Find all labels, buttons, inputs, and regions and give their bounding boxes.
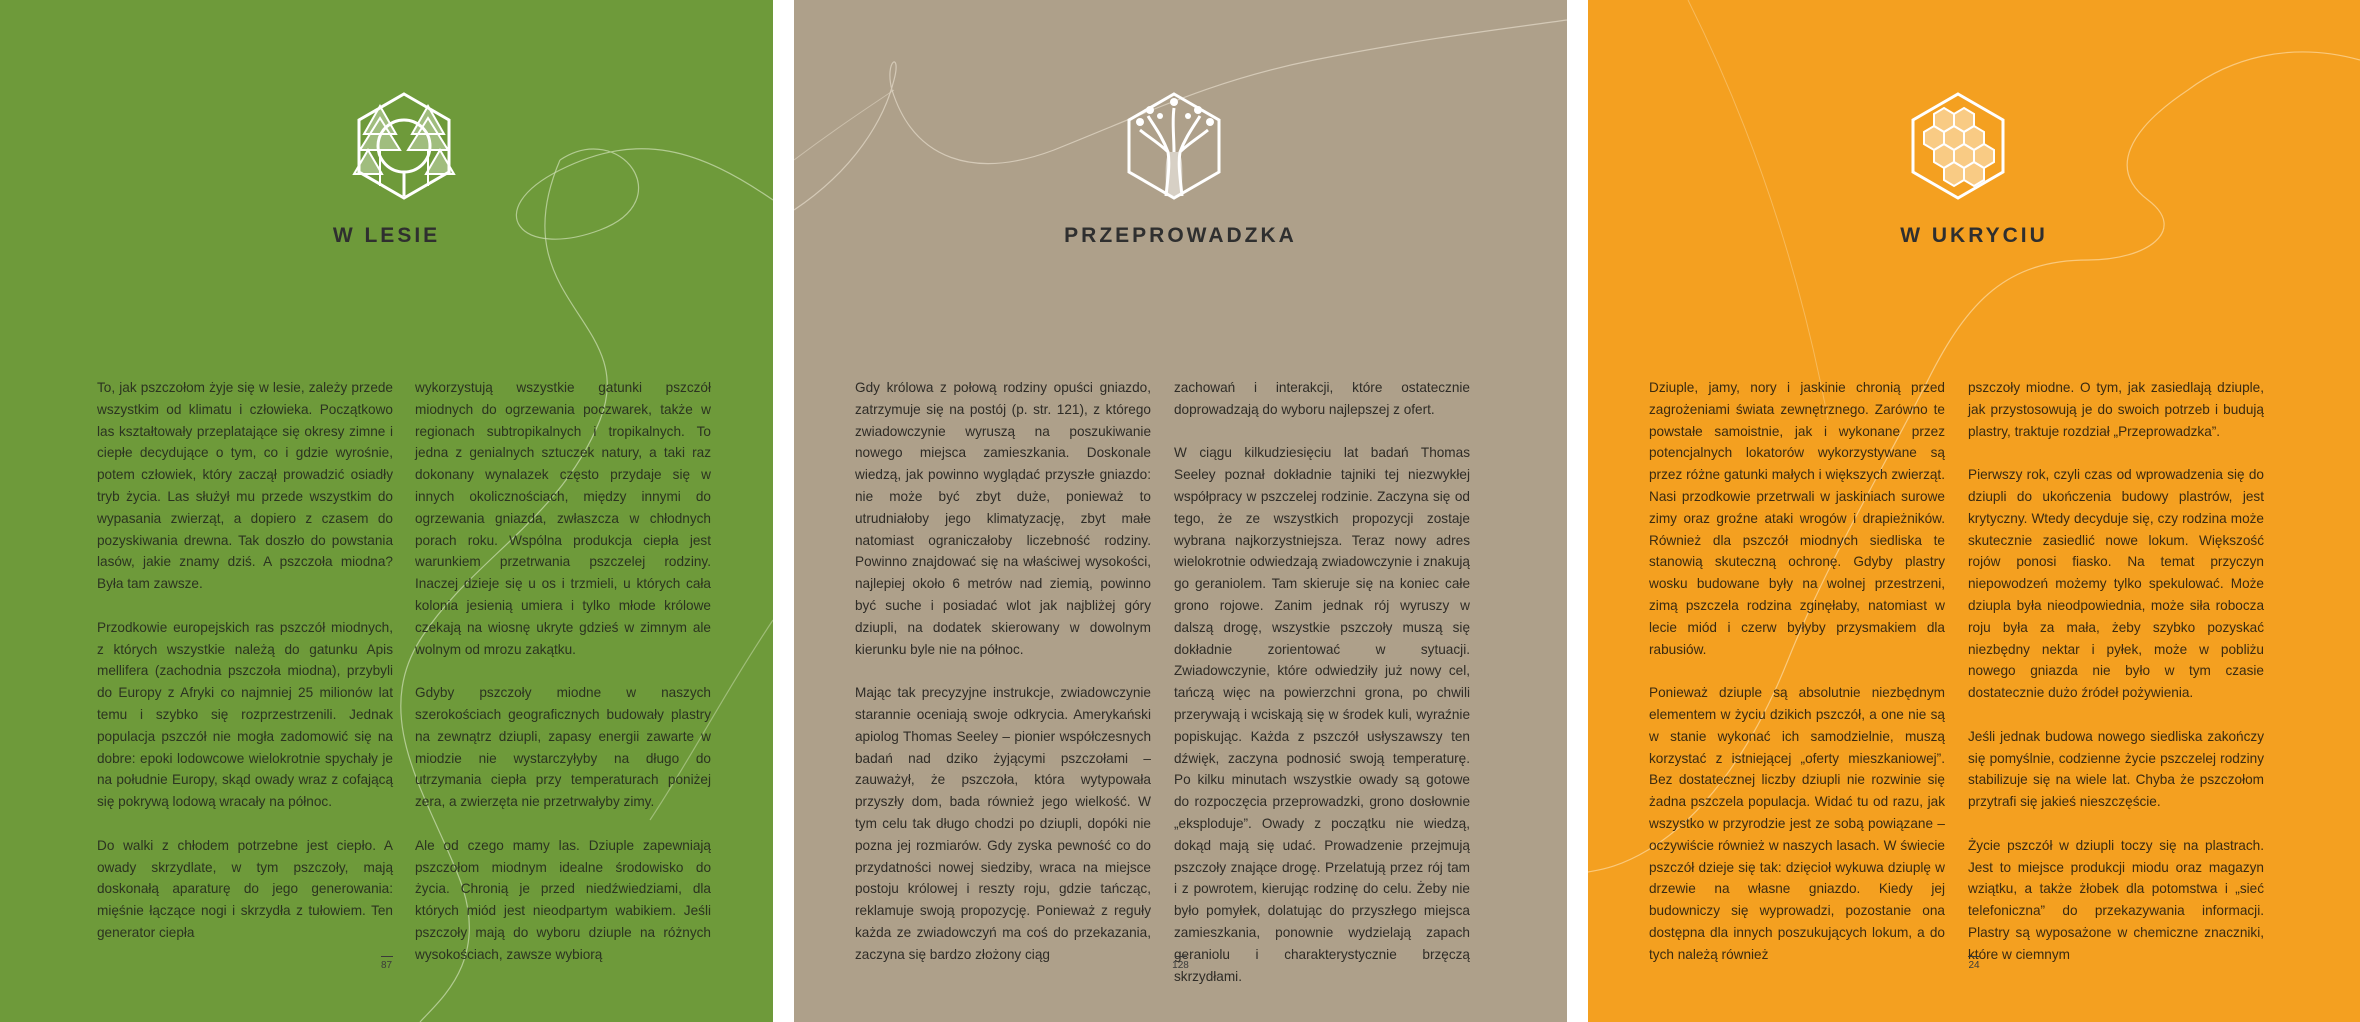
paragraph: zachowań i interakcji, które ostatecznie doprowadzają do wyboru najlepszej z ofert.: [1174, 380, 1470, 417]
paragraph: wykorzystują wszystkie gatunki pszczół miodnych do ogrzewania poczwarek, także w regionach subtropikalnych i tropikalnych. To jedna z genialnych sztuczek natury, a taki raz dokonany wynalazek często przydaje się w innych okolicznościach, między innymi do ogrzewania gniazda, zwłaszcza w chłodnych porach roku. Wspólna produkcja ciepła jest warunkiem przetrwania pszczelej rodziny. Inaczej dzieje się u os i trzmieli, u których cała kolonia jesienią umiera i tylko młode królowe czekają na wiosnę ukryte gdzieś w zimnym ale wolnym od mrozu zakątku.: [415, 380, 711, 657]
paragraph: W ciągu kilkudziesięciu lat badań Thomas Seeley poznał dokładnie tajniki tej niezwykłej współpracy w pszczelej rodzinie. Zaczyna się od tego, że ze wszystkich propozycji zostaje wybrana najkorzystniejsza. Teraz nowy adres wielokrotnie odwiedzają zwiadowczynie i znakują go geraniolem. Tam skieruje się na koniec całe grono rojowe. Zanim jednak rój wyruszy w dalszą drogę, wszystkie pszczoły muszą się dokładnie zorientować w sytuacji. Zwiadowczynie, które odwiedziły już nowy cel, tańczą więc na powierzchni grona, po chwili przerywają i wciskają się w środek kuli, wyraźnie popiskując. Każda z pszczół usłyszawszy ten dźwięk, zaczyna podnosić swoją temperaturę. Po kilku minutach wszystkie owady są gotowe do rozpoczęcia przeprowadzki, grono dosłownie „eksploduje”. Owady z początku nie wiedzą, dokąd mają się udać. Prowadzenie przejmują pszczoły znające drogę. Przelatują przez rój tam i z powrotem, kierując rodzinę do celu. Żeby nie było pomyłek, dolatując do przyszłego miejsca zamieszkania, ponownie wydzielają zapach geraniolu i charakterystycznie brzęczą skrzydłami.: [1174, 445, 1470, 984]
page-number: 128: [794, 956, 1567, 971]
paragraph: Pierwszy rok, czyli czas od wprowadzenia się do dziupli do ukończenia budowy plastrów, jest krytyczny. Wtedy decyduje się, czy rodzina może skutecznie zasiedlić nowe lokum. Większość rojów ponosi fiasko. Na temat przyczyn niepowodzeń możemy tylko spekulować. Może dziupla była nieodpowiednia, może siła robocza roju była za mała, żeby szybko pozyskać niezbędny nektar i pyłek, może w pobliżu nowego gniazda nie było w tym czasie dostatecznie dużo źródeł pożywienia.: [1968, 467, 2264, 701]
text-column-left: [1649, 377, 1945, 987]
paragraph: Gdyby pszczoły miodne w naszych szerokościach geograficznych budowały plastry na zewnątrz dziupli, zapasy energii zawarte w miodzie nie wystarczyłyby na długo do utrzymania ciepła przy temperaturach poniżej zera, a zwierzęta nie przetrwałyby zimy.: [415, 685, 711, 810]
page-title: W LESIE: [332, 224, 441, 247]
tree-hexagon-icon: [1114, 86, 1234, 206]
paragraph: Życie pszczół w dziupli toczy się na plastrach. Jest to miejsce produkcji miodu oraz magazyn wziątku, a także żłobek dla potomstwa i „sieć telefoniczna” do przekazywania informacji. Plastry są wyposażone w chemiczne znaczniki, które w ciemnym: [1968, 837, 2264, 962]
paragraph: Do walki z chłodem potrzebne jest ciepło. A owady skrzydlate, w tym pszczoły, mają doskonałą aparaturę do jego generowania: mięśnie łączące nogi i skrzydła z tułowiem. Ten generator ciepła: [97, 837, 393, 940]
paragraph: Ale od czego mamy las. Dziuple zapewniają pszczołom miodnym idealne środowisko do życia. Chronią je przed niedźwiedziami, dla których miód jest nieodpartym wabikiem. Jeśli pszczoły mają do wyboru dziuple na różnych wysokościach, zawsze wybiorą: [415, 837, 711, 962]
page-forest: [0, 0, 773, 1022]
page-title: PRZEPROWADZKA: [1064, 224, 1297, 247]
paragraph: Mając tak precyzyjne instrukcje, zwiadowczynie starannie oceniają swoje odkrycia. Amerykański apiolog Thomas Seeley – pionier współczesnych badań nad dziko żyjącymi pszczołami – zauważył, że pszczoła, która wytypowała przyszły dom, bada również jego wielkość. W tym celu tak długo chodzi po dziupli, dopóki nie pozna jej rozmiarów. Gdy zyska pewność co do przydatności nowej siedziby, wraca na miejsce postoju królowej i reszty roju, gdzie tańcząc, reklamuje swoją propozycję. Ponieważ z reguły każda ze zwiadowczyń ma coś do przekazania, zaczyna się bardzo złożony ciąg: [855, 685, 1151, 962]
paragraph: Gdy królowa z połową rodziny opuści gniazdo, zatrzymuje się na postój (p. str. 121), z którego zwiadowczynie wyruszą na poszukiwanie nowego miejsca zamieszkania. Doskonale wiedzą, jak powinno wyglądać przyszłe gniazdo: nie może być zbyt duże, ponieważ to utrudniałoby jego klimatyzację, zbyt małe natomiast ograniczałoby liczebność rodziny. Powinno znajdować się na właściwej wysokości, najlepiej około 6 metrów nad ziemią, powinno być suche i posiadać wlot jak najbliżej góry dziupli, na dodatek skierowany w dowolnym kierunku byle nie na północ.: [855, 380, 1151, 657]
text-column-right: [1174, 377, 1470, 1009]
text-column-right: [1968, 377, 2264, 987]
paragraph: Dziuple, jamy, nory i jaskinie chronią przed zagrożeniami świata zewnętrznego. Zarówno te powstałe samoistnie, jak i wykonane przez potencjalnych lokatorów wykorzystywane są przez różne gatunki małych i większych zwierząt. Nasi przodkowie przetrwali w jaskiniach surowe zimy oraz groźne ataki wrogów i drapieżników. Również dla pszczół miodnych siedliska te stanowią skuteczną ochronę. Gdyby plastry wosku budowane były na wolnej przestrzeni, zimą pszczela rodzina zginęłaby, natomiast w lecie miód i czerw byłyby przysmakiem dla rabusiów.: [1649, 380, 1945, 657]
paragraph: Przodkowie europejskich ras pszczół miodnych, z których wszystkie należą do gatunku Apis mellifera (zachodnia pszczoła miodna), przybyli do Europy z Afryki co najmniej 25 milionów lat temu i szybko się rozprzestrzenili. Jednak populacja pszczół nie mogła zadomowić się na dobre: epoki lodowcowe wielokrotnie spychały je na południe Europy, skąd owady wraz z cofającą się pokrywą lodową wracały na północ.: [97, 619, 393, 810]
page-hiding: [1588, 0, 2360, 1022]
paragraph: To, jak pszczołom żyje się w lesie, zależy przede wszystkim od klimatu i człowieka. Początkowo las kształtowały przeplatające się okresy zimne i ciepłe decydujące o tym, co i gdzie wyrośnie, potem człowiek, który zaczął prowadzić osiadły tryb życia. Las służył mu przede wszystkim do wypasania zwierząt, a dopiero z czasem do pozyskiwania drewna. Tak doszło do powstania lasów, jakie znamy dziś. A pszczoła miodna? Była tam zawsze.: [97, 380, 393, 592]
paragraph: pszczoły miodne. O tym, jak zasiedlają dziuple, jak przystosowują je do swoich potrzeb i budują plastry, traktuje rozdział „Przeprowadzka”.: [1968, 380, 2264, 439]
text-column-left: [97, 377, 393, 966]
trees-hexagon-icon: [344, 86, 464, 206]
page-moving: [794, 0, 1567, 1022]
page-title: W UKRYCIU: [1900, 224, 2048, 247]
page-number: 87: [0, 956, 773, 971]
page-number: 24: [1588, 956, 2360, 971]
honeycomb-hexagon-icon: [1898, 86, 2018, 206]
paragraph: Ponieważ dziuple są absolutnie niezbędnym elementem w życiu dzikich pszczół, a one nie są w stanie wykonać ich samodzielnie, muszą korzystać z istniejącej „oferty mieszkaniowej”. Bez dostatecznej liczby dziupli nie rozwinie się żadna pszczela populacja. Widać tu od razu, jak wszystko w przyrodzie jest ze sobą powiązane – oczywiście również w naszych lasach. W świecie pszczół dzieje się tak: dzięcioł wykuwa dziuplę w drzewie na własne gniazdo. Kiedy jej budowniczy się wyprowadzi, pozostanie ona dostępna dla innych poszukujących lokum, a do tych należą również: [1649, 685, 1945, 962]
text-column-left: [855, 377, 1151, 987]
text-column-right: [415, 377, 711, 987]
paragraph: Jeśli jednak budowa nowego siedliska zakończy się pomyślnie, codzienne życie pszczelej rodziny stabilizuje się na wiele lat. Chyba że pszczołom przytrafi się jakieś nieszczęście.: [1968, 728, 2264, 810]
